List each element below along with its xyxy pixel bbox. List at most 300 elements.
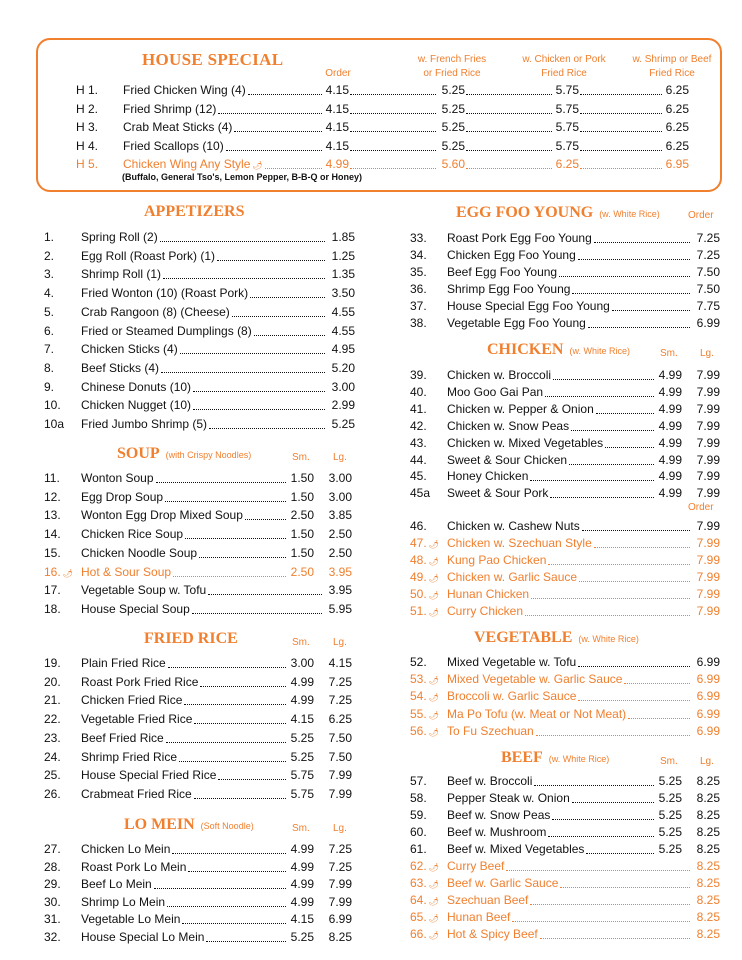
menu-item-row	[44, 841, 354, 858]
item-number: 63. 🌶	[410, 876, 439, 890]
item-name: Vegetable Fried Rice	[81, 712, 193, 727]
price-large: 7.50	[696, 281, 720, 296]
price-small: 4.99	[290, 674, 314, 689]
dot-leader	[156, 470, 286, 483]
item-price: 5.25	[441, 83, 465, 97]
column-header-small: Sm.	[292, 823, 310, 834]
item-price: 6.25	[665, 120, 689, 134]
dot-leader	[572, 790, 654, 803]
item-name: Hunan Beef	[447, 910, 511, 924]
price-small: 1.50	[290, 489, 314, 504]
hs-col-order: Order	[325, 68, 351, 79]
menu-item-row	[410, 688, 722, 705]
item-name: Shrimp Egg Foo Young	[447, 281, 571, 296]
dot-leader	[245, 507, 286, 520]
menu-item-row	[44, 767, 354, 784]
item-number: 64. 🌶	[410, 893, 439, 907]
menu-item-row	[44, 507, 354, 524]
dot-leader	[217, 248, 325, 261]
item-number: 39.	[410, 368, 427, 382]
pepper-icon: 🌶	[428, 710, 439, 720]
item-name: Sweet & Sour Pork	[447, 486, 549, 501]
item-name: Shrimp Roll (1)	[81, 267, 162, 282]
price-large: 8.25	[696, 842, 720, 856]
dot-leader	[605, 435, 654, 448]
menu-item-row	[44, 655, 354, 672]
dot-leader	[160, 229, 325, 242]
dot-leader	[596, 401, 654, 414]
dot-leader	[466, 138, 552, 151]
price-large: 8.25	[696, 791, 720, 805]
price-large: 6.99	[696, 723, 720, 738]
dot-leader	[571, 418, 654, 431]
dot-leader	[531, 586, 690, 599]
section-subtitle: (w. White Rice)	[569, 346, 630, 356]
price-small: 4.99	[290, 877, 314, 891]
menu-item-row	[410, 281, 722, 298]
item-price: 4.15	[325, 120, 349, 134]
item-number: 56. 🌶	[410, 723, 439, 738]
item-name: Szechuan Beef	[447, 893, 529, 907]
item-name: Crabmeat Fried Rice	[81, 786, 192, 801]
item-name: Chinese Donuts (10)	[81, 379, 192, 394]
dot-leader	[209, 416, 325, 429]
item-name: Wonton Egg Drop Mixed Soup	[81, 508, 243, 523]
item-number: 37.	[410, 298, 427, 313]
dot-leader	[548, 552, 690, 565]
item-number: 11.	[44, 471, 60, 485]
price-small: 5.75	[290, 786, 314, 801]
dot-leader	[572, 281, 690, 294]
dot-leader	[578, 688, 690, 701]
menu-item-row	[44, 711, 354, 728]
price-large: 3.95	[328, 583, 352, 598]
column-header-small: Sm.	[660, 348, 678, 359]
section-title-vegetable: VEGETABLE (w. White Rice)	[474, 629, 639, 646]
pepper-icon: 🌶	[428, 727, 439, 737]
item-number: 25.	[44, 768, 61, 783]
price-large: 7.99	[696, 435, 720, 450]
pepper-icon: 🌶	[62, 568, 73, 578]
price-small: 4.99	[658, 469, 682, 484]
house-special-row	[76, 156, 696, 173]
section-title-beef: BEEF (w. White Rice)	[501, 749, 610, 766]
menu-item-row	[410, 841, 722, 858]
section-subtitle: (Soft Noodle)	[200, 821, 254, 831]
menu-item-row	[410, 418, 722, 435]
item-price: 5.75	[555, 138, 579, 153]
item-number: 66. 🌶	[410, 927, 439, 941]
item-name: Chicken Rice Soup	[81, 527, 184, 542]
price-large: 6.99	[696, 706, 720, 721]
item-name: Chicken Nugget (10)	[81, 398, 192, 413]
menu-item-row	[410, 773, 722, 790]
price-large: 7.25	[328, 842, 352, 856]
item-number: 28.	[44, 859, 61, 874]
price-large: 7.25	[328, 859, 352, 874]
item-name: Plain Fried Rice	[81, 656, 166, 670]
dot-leader	[512, 909, 690, 922]
menu-item-row	[44, 470, 354, 487]
dot-leader	[536, 723, 690, 736]
dot-leader	[163, 266, 325, 279]
item-price: 4.15	[325, 138, 349, 153]
item-code: H 3.	[76, 120, 99, 134]
item-number: 55. 🌶	[410, 706, 439, 721]
item-number: 52.	[410, 655, 427, 669]
section-title-fried-rice: FRIED RICE	[144, 630, 238, 647]
item-name: Chicken Wing Any Style 🌶	[123, 157, 263, 171]
price-large: 8.25	[696, 825, 720, 839]
item-number: 45a	[410, 486, 431, 501]
dot-leader	[206, 929, 286, 942]
price-large: 3.85	[328, 508, 352, 523]
dot-leader	[179, 749, 286, 762]
price-small: 4.99	[658, 452, 682, 467]
price-large: 7.99	[696, 486, 720, 501]
price-small: 4.99	[290, 894, 314, 909]
dot-leader	[192, 601, 322, 614]
item-name: Roast Pork Fried Rice	[81, 674, 199, 689]
dot-leader	[540, 926, 690, 939]
price-small: 5.25	[658, 808, 682, 822]
dot-leader	[350, 101, 436, 114]
item-name: Chicken w. Pepper & Onion	[447, 401, 594, 416]
column-header-order: Order	[688, 502, 714, 513]
item-price: 6.25	[555, 157, 579, 171]
dot-leader	[185, 526, 286, 539]
item-number: 16. 🌶	[44, 564, 73, 579]
item-number: 23.	[44, 730, 61, 745]
item-name: Beef w. Mushroom	[447, 825, 547, 839]
dot-leader	[350, 82, 436, 95]
price-small: 4.99	[658, 401, 682, 416]
price-small: 5.25	[658, 774, 682, 788]
price-large: 7.99	[696, 384, 720, 399]
item-number: 57.	[410, 774, 427, 788]
menu-item-row	[410, 468, 722, 485]
item-name: Vegetable Soup w. Tofu	[81, 583, 207, 598]
price-large: 7.99	[328, 786, 352, 801]
dot-leader	[200, 674, 286, 687]
price-large: 4.55	[331, 304, 355, 319]
item-name: Chicken Noodle Soup	[81, 545, 198, 560]
item-number: 4.	[44, 286, 55, 301]
dot-leader	[166, 730, 286, 743]
item-price: 6.25	[665, 83, 689, 97]
price-large: 7.99	[696, 553, 720, 567]
dot-leader	[569, 452, 654, 465]
price-large: 6.99	[696, 655, 720, 669]
section-subtitle: (w. White Rice)	[578, 634, 639, 644]
column-header-large: Lg.	[333, 823, 347, 834]
pepper-icon: 🌶	[428, 693, 439, 703]
price-large: 1.35	[331, 267, 355, 282]
price-small: 5.25	[290, 730, 314, 745]
dot-leader	[578, 247, 690, 260]
price-small: 2.50	[290, 564, 314, 579]
item-number: 46.	[410, 519, 427, 534]
item-name: House Special Soup	[81, 601, 190, 616]
item-number: 65. 🌶	[410, 910, 439, 924]
price-small: 4.99	[290, 859, 314, 874]
dot-leader	[350, 138, 436, 151]
price-small: 4.99	[658, 435, 682, 450]
item-name: Egg Roll (Roast Pork) (1)	[81, 248, 216, 263]
price-large: 2.50	[328, 527, 352, 542]
menu-item-row	[410, 264, 722, 281]
price-large: 8.25	[696, 859, 720, 873]
house-special-row	[76, 82, 696, 99]
dot-leader	[194, 711, 286, 724]
item-name: Spring Roll (2)	[81, 230, 158, 244]
pepper-icon: 🌶	[428, 557, 439, 566]
item-number: 18.	[44, 601, 61, 616]
menu-item-row	[410, 298, 722, 315]
item-number: 1.	[44, 230, 55, 244]
item-name: Beef w. Mixed Vegetables	[447, 842, 585, 856]
price-large: 6.99	[696, 672, 720, 687]
item-name: Chicken Sticks (4)	[81, 342, 178, 357]
item-name: Ma Po Tofu (w. Meat or Not Meat)	[447, 706, 627, 721]
item-number: 31.	[44, 912, 61, 926]
price-large: 7.99	[696, 603, 720, 618]
item-number: 26.	[44, 786, 61, 801]
dot-leader	[167, 894, 286, 907]
dot-leader	[628, 706, 690, 719]
menu-item-row	[410, 926, 722, 943]
menu-item-row	[410, 535, 722, 552]
pepper-icon: 🌶	[428, 676, 439, 686]
dot-leader	[466, 156, 552, 169]
item-name: Fried or Steamed Dumplings (8)	[81, 323, 252, 338]
item-price: 5.25	[441, 138, 465, 153]
column-header-large: Lg.	[333, 637, 347, 648]
dot-leader	[559, 264, 690, 277]
item-price: 6.25	[665, 138, 689, 153]
price-large: 7.99	[696, 418, 720, 433]
column-header-small: Sm.	[292, 637, 310, 648]
section-title-lo-mein: LO MEIN (Soft Noodle)	[124, 816, 254, 833]
menu-item-row	[44, 341, 357, 358]
column-header-large: Lg.	[333, 452, 347, 463]
item-name: Fried Jumbo Shrimp (5)	[81, 417, 208, 431]
price-large: 6.99	[696, 689, 720, 704]
price-small: 4.15	[290, 912, 314, 926]
price-small: 5.75	[290, 768, 314, 783]
item-name: Beef Fried Rice	[81, 730, 164, 745]
menu-item-row	[44, 749, 354, 766]
item-number: 38.	[410, 315, 427, 330]
item-name: Pepper Steak w. Onion	[447, 791, 570, 805]
menu-item-row	[410, 807, 722, 824]
price-large: 7.99	[696, 452, 720, 467]
dot-leader	[265, 156, 322, 169]
price-large: 8.25	[696, 774, 720, 788]
menu-item-row	[410, 569, 722, 586]
item-name: Crab Meat Sticks (4)	[123, 120, 233, 134]
item-number: 13.	[44, 508, 61, 523]
item-name: Fried Shrimp (12)	[123, 101, 217, 116]
price-small: 1.50	[290, 471, 314, 485]
dot-leader	[580, 119, 662, 132]
dot-leader	[545, 384, 654, 397]
item-number: 15.	[44, 545, 61, 560]
menu-item-row	[410, 671, 722, 688]
price-small: 1.50	[290, 545, 314, 560]
item-number: 54. 🌶	[410, 689, 439, 704]
hs-col-shrimp-beef: w. Shrimp or Beef Fried Rice	[632, 54, 712, 79]
item-number: 40.	[410, 384, 427, 399]
menu-item-row	[410, 452, 722, 469]
item-name: Chicken w. Cashew Nuts	[447, 519, 580, 534]
dot-leader	[580, 138, 662, 151]
price-large: 4.95	[331, 342, 355, 357]
price-small: 4.99	[290, 693, 314, 708]
price-large: 7.50	[328, 749, 352, 764]
item-code: H 4.	[76, 138, 99, 153]
item-name: Crab Rangoon (8) (Cheese)	[81, 304, 230, 319]
dot-leader	[218, 101, 322, 114]
price-small: 5.25	[290, 749, 314, 764]
price-large: 2.50	[328, 545, 352, 560]
dot-leader	[161, 360, 325, 373]
menu-item-row	[44, 601, 354, 618]
dot-leader	[553, 367, 654, 380]
menu-item-row	[44, 304, 357, 321]
item-name: Chicken Lo Mein	[81, 842, 171, 856]
menu-item-row	[44, 876, 354, 893]
hs-col-fries: w. French Fries or Fried Rice	[417, 54, 487, 79]
item-name: Chicken w. Broccoli	[447, 368, 552, 382]
price-small: 1.50	[290, 527, 314, 542]
item-number: 5.	[44, 304, 55, 319]
item-number: 43.	[410, 435, 427, 450]
menu-item-row	[44, 248, 357, 265]
item-name: Moo Goo Gai Pan	[447, 384, 544, 399]
dot-leader	[168, 655, 286, 668]
item-name: Fried Chicken Wing (4)	[123, 83, 246, 97]
item-number: 51. 🌶	[410, 603, 439, 618]
item-number: 12.	[44, 489, 61, 504]
item-number: 44.	[410, 452, 427, 467]
dot-leader	[254, 323, 325, 336]
price-large: 7.99	[328, 894, 352, 909]
item-number: 10a	[44, 417, 65, 431]
item-number: 19.	[44, 656, 61, 670]
item-number: 41.	[410, 401, 427, 416]
price-large: 8.25	[696, 876, 720, 890]
item-name: To Fu Szechuan	[447, 723, 534, 738]
price-large: 6.25	[328, 712, 352, 727]
item-number: 35.	[410, 264, 427, 279]
pepper-icon: 🌶	[428, 931, 439, 940]
dot-leader	[506, 858, 690, 871]
price-large: 6.99	[696, 315, 720, 330]
item-number: 3.	[44, 267, 55, 282]
item-number: 60.	[410, 825, 427, 839]
dot-leader	[530, 892, 690, 905]
item-name: Beef w. Garlic Sauce	[447, 876, 559, 890]
dot-leader	[154, 876, 286, 889]
menu-item-row	[410, 247, 722, 264]
menu-item-row	[44, 674, 354, 691]
item-name: Roast Pork Lo Mein	[81, 859, 187, 874]
price-large: 7.75	[696, 298, 720, 313]
dot-leader	[172, 841, 286, 854]
price-small: 4.99	[658, 418, 682, 433]
dot-leader	[234, 119, 322, 132]
dot-leader	[250, 285, 325, 298]
dot-leader	[550, 485, 654, 498]
menu-item-row	[410, 315, 722, 332]
price-large: 7.50	[696, 264, 720, 279]
section-subtitle: (with Crispy Noodles)	[165, 450, 252, 460]
column-header-large: Lg.	[700, 348, 714, 359]
pepper-icon: 🌶	[252, 161, 263, 170]
menu-item-row	[44, 285, 357, 302]
column-header-large: Order	[688, 210, 714, 221]
price-large: 5.20	[331, 360, 355, 375]
dot-leader	[534, 773, 654, 786]
item-number: 53. 🌶	[410, 672, 439, 687]
section-subtitle: (w. White Rice)	[599, 209, 660, 219]
menu-item-row	[410, 367, 722, 384]
price-large: 7.99	[696, 586, 720, 601]
dot-leader	[578, 654, 690, 667]
price-large: 3.00	[328, 489, 352, 504]
item-number: 58.	[410, 791, 427, 805]
item-name: Beef w. Snow Peas	[447, 808, 551, 822]
item-price: 5.75	[555, 120, 579, 134]
item-number: 42.	[410, 418, 427, 433]
item-name: Chicken Fried Rice	[81, 693, 183, 708]
item-name: Beef Egg Foo Young	[447, 264, 558, 279]
pepper-icon: 🌶	[428, 607, 439, 617]
dot-leader	[194, 786, 286, 799]
item-number: 32.	[44, 929, 61, 944]
dot-leader	[182, 911, 286, 924]
price-large: 3.50	[331, 286, 355, 301]
menu-item-row	[44, 229, 357, 246]
dot-leader	[582, 518, 690, 531]
item-number: 62. 🌶	[410, 859, 439, 873]
dot-leader	[350, 156, 436, 169]
pepper-icon: 🌶	[428, 914, 439, 923]
item-number: 33.	[410, 231, 427, 245]
menu-item-row	[410, 909, 722, 926]
price-large: 1.85	[331, 230, 355, 244]
price-small: 4.15	[290, 712, 314, 727]
dot-leader	[580, 101, 662, 114]
dot-leader	[530, 468, 654, 481]
item-number: 7.	[44, 342, 55, 357]
item-name: Hunan Chicken	[447, 586, 530, 601]
price-large: 8.25	[696, 808, 720, 822]
house-special-row	[76, 101, 696, 118]
item-number: 24.	[44, 749, 61, 764]
dot-leader	[548, 824, 654, 837]
dot-leader	[624, 671, 690, 684]
menu-item-row	[44, 323, 357, 340]
item-name: House Special Egg Foo Young	[447, 298, 610, 313]
dot-leader	[466, 101, 552, 114]
house-special-title: HOUSE SPECIAL	[142, 50, 284, 69]
item-number: 17.	[44, 583, 61, 598]
item-name: Mixed Vegetable w. Garlic Sauce	[447, 672, 623, 687]
price-large: 7.25	[696, 231, 720, 245]
price-small: 4.99	[290, 842, 314, 856]
